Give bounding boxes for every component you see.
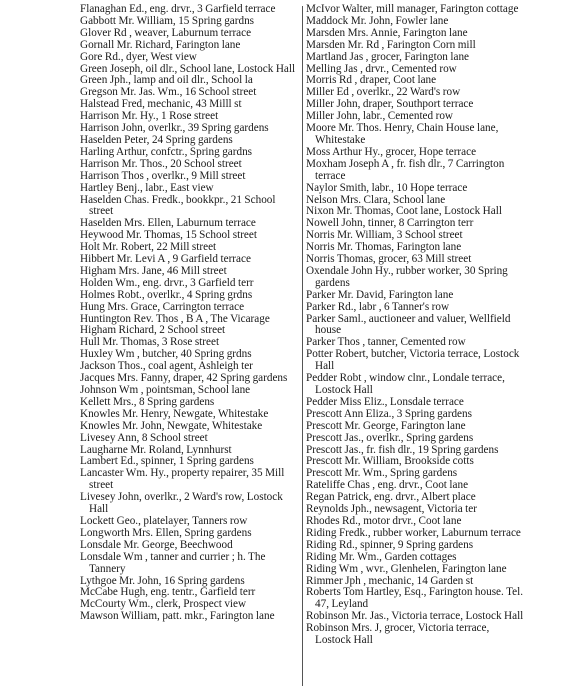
directory-entry: Prescott Mr. Wm., Spring gardens xyxy=(306,467,458,480)
directory-entry: Potter Robert, butcher, Victoria terrace, Lostock Hall xyxy=(306,348,520,373)
directory-entry: Norris Mr. William, 3 School street xyxy=(306,229,463,242)
directory-entry: Naylor Smith, labr., 10 Hope terrace xyxy=(306,181,468,194)
directory-entry: McCabe Hugh, eng. tentr., Garfield terr xyxy=(80,586,256,599)
directory-entry: Roberts Tom Hartley, Esq., Farington house. Tel. 47, Leyland xyxy=(306,586,524,611)
directory-entry: Knowles Mr. John, Newgate, Whitestake xyxy=(80,419,263,432)
directory-entry: Harrison Mr. Thos., 20 School street xyxy=(80,157,242,170)
directory-entry: Prescott Ann Eliza., 3 Spring gardens xyxy=(306,407,472,420)
directory-entry: Nelson Mrs. Clara, School lane xyxy=(306,193,446,206)
directory-entry: Gabbott Mr. William, 15 Spring gardns xyxy=(80,14,255,27)
directory-entry: Haselden Chas. Fredk., bookkpr., 21 School street xyxy=(80,193,276,218)
directory-entry: Hull Mr. Thomas, 3 Rose street xyxy=(80,336,220,349)
directory-entry: Parker Rd., labr , 6 Tanner's row xyxy=(306,300,450,313)
directory-entry: Gornall Mr. Richard, Farington lane xyxy=(80,38,241,51)
directory-entry: Prescott Jas., fr. fish dlr., 19 Spring gardens xyxy=(306,443,499,456)
directory-entry: Haselden Mrs. Ellen, Laburnum terrace xyxy=(80,217,256,230)
directory-entry: Higham Mrs. Jane, 46 Mill street xyxy=(80,264,227,277)
directory-entry: Nowell John, tinner, 8 Carrington terr xyxy=(306,217,474,230)
directory-entry: Lonsdale Wm , tanner and currier ; h. The Tannery xyxy=(80,550,266,575)
directory-entry: Rimmer Jph , mechanic, 14 Garden st xyxy=(306,574,474,587)
directory-entry: McIvor Walter, mill manager, Farington cottage xyxy=(306,3,519,15)
directory-entry: Lonsdale Mr. George, Beechwood xyxy=(80,538,233,551)
directory-entry: Moss Arthur Hy., grocer, Hope terrace xyxy=(306,145,477,158)
directory-entry: Johnson Wm , pointsman, School lane xyxy=(80,384,251,396)
directory-entry: Huxley Wm , butcher, 40 Spring grdns xyxy=(80,348,252,361)
directory-entry: Longworth Mrs. Ellen, Spring gardens xyxy=(80,526,252,539)
directory-entry: Miller John, draper, Southport terrace xyxy=(306,98,474,111)
directory-entry: Harrison John, overlkr., 39 Spring gardens xyxy=(80,122,269,135)
directory-entry: Prescott Mr. George, Farington lane xyxy=(306,419,466,432)
column-divider xyxy=(302,6,303,686)
directory-entry: Haselden Peter, 24 Spring gardens xyxy=(80,133,233,146)
directory-entry: Riding Fredk., rubber worker, Laburnum terrace xyxy=(306,526,521,539)
directory-entry: Glover Rd , weaver, Laburnum terrace xyxy=(80,26,252,39)
directory-entry: Harrison Thos , overlkr., 9 Mill street xyxy=(80,169,246,182)
directory-entry: McCourty Wm., clerk, Prospect view xyxy=(80,598,247,611)
directory-entry: Moxham Joseph A , fr. fish dlr., 7 Carrington terrace xyxy=(306,157,505,182)
directory-entry: Lockett Geo., platelayer, Tanners row xyxy=(80,514,248,527)
directory-entry: Harling Arthur, confctr., Spring gardns xyxy=(80,145,253,158)
directory-entry: Pedder Robt , window clnr., Londale terrace, Lostock Hall xyxy=(306,372,505,396)
directory-entry: Rateliffe Chas , eng. drvr., Coot lane xyxy=(306,479,469,492)
directory-entry: Riding Wm , wvr., Glenhelen, Farington lane xyxy=(306,562,507,575)
directory-entry: Hibbert Mr. Levi A , 9 Garfield terrace xyxy=(80,253,251,266)
directory-entry: Miller John, labr., Cemented row xyxy=(306,110,454,123)
directory-entry: Holt Mr. Robert, 22 Mill street xyxy=(80,241,217,254)
directory-entry: Parker Mr. David, Farington lane xyxy=(306,288,454,301)
directory-entry: Martland Jas , grocer, Farington lane xyxy=(306,50,470,63)
directory-entry: Marsden Mrs. Annie, Farington lane xyxy=(306,26,468,39)
directory-entry: Reynolds Jph., newsagent, Victoria ter xyxy=(306,503,477,516)
directory-entry: Kellett Mrs., 8 Spring gardens xyxy=(80,395,215,408)
directory-entry: Nixon Mr. Thomas, Coot lane, Lostock Hall xyxy=(306,205,502,218)
directory-entry: Mawson William, patt. mkr., Farington lane xyxy=(80,610,275,623)
directory-entry: Holden Wm., eng. drvr., 3 Garfield terr xyxy=(80,276,254,289)
directory-entry: Prescott Jas., overlkr., Spring gardens xyxy=(306,431,474,444)
directory-entry: Miller Ed , overlkr., 22 Ward's row xyxy=(306,86,461,99)
directory-entry: Riding Mr. Wm., Garden cottages xyxy=(306,550,457,563)
directory-entry: Parker Thos , tanner, Cemented row xyxy=(306,336,466,349)
directory-entry: Maddock Mr. John, Fowler lane xyxy=(306,14,449,27)
directory-entry: Green Jph., lamp and oil dlr., School la xyxy=(80,74,253,87)
directory-entry: Livesey Ann, 8 School street xyxy=(80,431,208,444)
directory-entry: Oxendale John Hy., rubber worker, 30 Spring gardens xyxy=(306,264,508,289)
directory-entry: Flanaghan Ed., eng. drvr., 3 Garfield terrace xyxy=(80,3,276,15)
directory-entry: Pedder Miss Eliz., Lonsdale terrace xyxy=(306,395,464,408)
directory-entry: Jacques Mrs. Fanny, draper, 42 Spring gardens xyxy=(80,372,288,385)
directory-entry: Robinson Mr. Jas., Victoria terrace, Lostock Hall xyxy=(306,610,524,623)
directory-entry: Knowles Mr. Henry, Newgate, Whitestake xyxy=(80,407,269,420)
directory-entry: Regan Patrick, eng. drvr., Albert place xyxy=(306,491,476,504)
directory-entry: Hartley Benj., labr., East view xyxy=(80,181,214,194)
directory-entry: Gregson Mr. Jas. Wm., 16 School street xyxy=(80,86,257,99)
directory-entry: Marsden Mr. Rd , Farington Corn mill xyxy=(306,38,476,51)
directory-entry: Riding Rd., spinner, 9 Spring gardens xyxy=(306,538,474,551)
directory-entry: Norris Thomas, grocer, 63 Mill street xyxy=(306,253,472,266)
left-column xyxy=(80,4,299,623)
directory-entry: Melling Jas , drvr., Cemented row xyxy=(306,62,457,75)
directory-entry: Norris Mr. Thomas, Farington lane xyxy=(306,241,462,254)
directory-entry: Harrison Mr. Hy., 1 Rose street xyxy=(80,110,219,123)
directory-entry: Robinson Mrs. J, grocer, Victoria terrace, Lostock Hall xyxy=(306,622,490,647)
directory-entry: Parker Saml., auctioneer and valuer, Wellfield house xyxy=(306,312,511,337)
directory-entry: Holmes Robt., overlkr., 4 Spring grdns xyxy=(80,288,253,301)
directory-entry: Jackson Thos., coal agent, Ashleigh ter xyxy=(80,360,253,373)
directory-entry: Lythgoe Mr. John, 16 Spring gardens xyxy=(80,574,245,587)
directory-entry: Prescott Mr. William, Brookside cotts xyxy=(306,455,474,468)
directory-entry: Lambert Ed., spinner, 1 Spring gardens xyxy=(80,455,254,468)
directory-entry: Lancaster Wm. Hy., property repairer, 35 Mill street xyxy=(80,467,285,492)
directory-entry: Laugharne Mr. Roland, Lynnhurst xyxy=(80,443,232,456)
directory-entry: Moore Mr. Thos. Henry, Chain House lane, Whitestake xyxy=(306,122,499,146)
directory-entry: Higham Richard, 2 School street xyxy=(80,324,226,337)
directory-entry: Heywood Mr. Thomas, 15 School street xyxy=(80,229,257,242)
right-column xyxy=(306,4,526,647)
directory-entry: Livesey John, overlkr., 2 Ward's row, Lostock Hall xyxy=(80,491,283,516)
directory-entry: Morris Rd , draper, Coot lane xyxy=(306,74,437,87)
directory-entry: Halstead Fred, mechanic, 43 Milll st xyxy=(80,98,242,111)
directory-entry: Hung Mrs. Grace, Carrington terrace xyxy=(80,300,245,313)
directory-entry: Huntington Rev. Thos , B A , The Vicarage xyxy=(80,312,270,325)
directory-entry: Rhodes Rd., motor drvr., Coot lane xyxy=(306,514,462,527)
directory-entry: Gore Rd., dyer, West view xyxy=(80,50,197,63)
directory-entry: Green Joseph, oil dlr., School lane, Lostock Hall xyxy=(80,62,296,75)
